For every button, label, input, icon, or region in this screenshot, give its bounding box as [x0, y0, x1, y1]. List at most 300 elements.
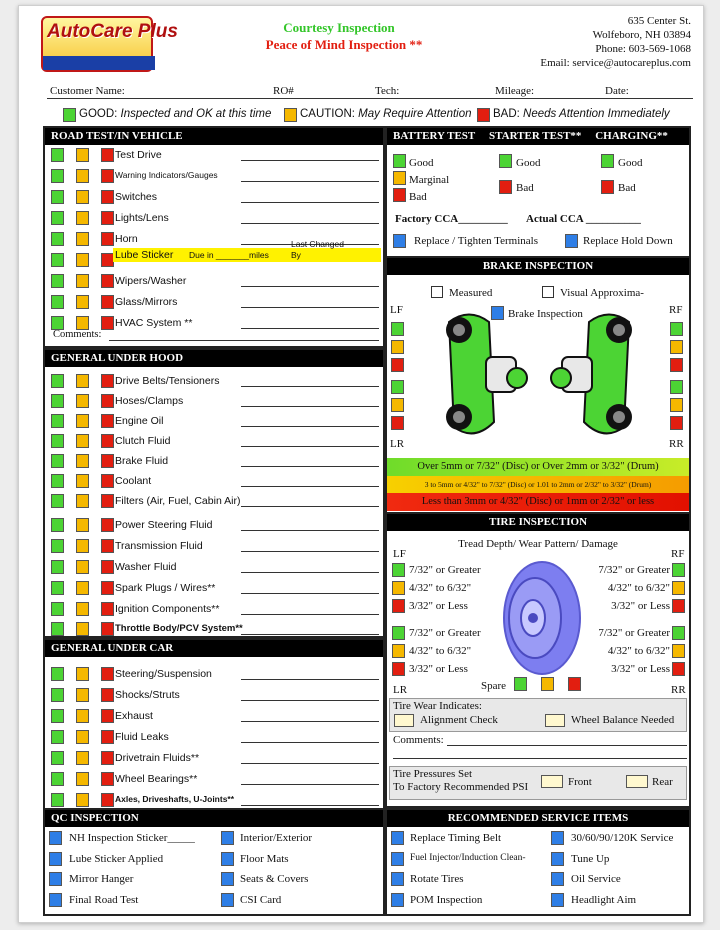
road-test-item-label: Warning Indicators/Gauges	[115, 170, 218, 180]
under-car-item-label: Axles, Driveshafts, U-Joints**	[115, 794, 235, 804]
recommended-right-item-2-box[interactable]	[551, 872, 564, 886]
under-hood-item-10-caution[interactable]	[76, 581, 89, 595]
under-hood-item-note-line[interactable]	[241, 572, 379, 573]
qc-left-item-label: NH Inspection Sticker_____	[69, 832, 195, 844]
under-hood-item-note-line[interactable]	[241, 634, 379, 635]
rear-pressure-box[interactable]	[626, 775, 648, 788]
under-hood-item-3-caution[interactable]	[76, 434, 89, 448]
starter-good-label: Good	[516, 157, 541, 169]
logo	[41, 16, 178, 72]
qc-right-item-label: Seats & Covers	[240, 873, 309, 885]
charging-title: CHARGING**	[595, 130, 668, 142]
road-test-item-label: Glass/Mirrors	[115, 296, 178, 308]
road-test-comments-label: Comments:	[53, 329, 102, 340]
recommended-right-item-0-box[interactable]	[551, 831, 564, 845]
tire-rf: RF	[671, 548, 685, 560]
under-car-item-0-caution[interactable]	[76, 667, 89, 681]
customer-field-line[interactable]	[47, 98, 693, 99]
recommended-right-item-label: Headlight Aim	[571, 894, 637, 906]
tire-left-good-label: 7/32" or Greater	[409, 564, 481, 576]
road-test-item-note-line[interactable]	[241, 181, 379, 182]
under-car-item-note-line[interactable]	[241, 763, 379, 764]
under-hood-header: GENERAL UNDER HOOD	[45, 350, 383, 367]
brake-right-box-5[interactable]	[670, 416, 683, 430]
tire-front-right-bad-box[interactable]	[672, 599, 685, 613]
brake-band-yellow: 3 to 5mm or 4/32" to 7/32" (Disc) or 1.01 to 2mm or 2/32" to 3/32" (Drum)	[387, 476, 689, 493]
under-car-item-6-good[interactable]	[51, 793, 64, 807]
under-car-item-note-line[interactable]	[241, 700, 379, 701]
rear-pressure-label: Rear	[652, 776, 673, 788]
recommended-left-item-1-box[interactable]	[391, 852, 404, 866]
under-hood-item-note-line[interactable]	[241, 593, 379, 594]
lube-last-changed: Last Changed	[291, 239, 344, 249]
tire-wear-title: Tire Wear Indicates:	[393, 700, 482, 712]
brake-right-box-1[interactable]	[670, 340, 683, 354]
tire-front-left-bad-box[interactable]	[392, 599, 405, 613]
road-test-item-3-caution[interactable]	[76, 211, 89, 225]
under-hood-item-label: Spark Plugs / Wires**	[115, 582, 216, 594]
road-test-item-8-good[interactable]	[51, 316, 64, 330]
under-hood-item-0-bad[interactable]	[101, 374, 114, 388]
measured-label: Measured	[449, 287, 493, 299]
under-hood-item-note-line[interactable]	[241, 466, 379, 467]
tire-right-caution-label: 4/32" to 6/32"	[607, 582, 670, 594]
recommended-left-item-label: Replace Timing Belt	[410, 832, 502, 844]
brake-left-box-0[interactable]	[391, 322, 404, 336]
tire-rear-left-caution-box[interactable]	[392, 644, 405, 658]
measured-checkbox[interactable]	[431, 286, 443, 298]
front-pressure-box[interactable]	[541, 775, 563, 788]
under-hood-item-5-caution[interactable]	[76, 474, 89, 488]
under-hood-item-5-good[interactable]	[51, 474, 64, 488]
visual-checkbox[interactable]	[542, 286, 554, 298]
under-hood-item-label: Throttle Body/PCV System**	[115, 623, 243, 634]
tire-illustration	[499, 558, 585, 678]
legend-bad	[493, 108, 670, 120]
wheel-balance-box[interactable]	[545, 714, 565, 727]
brake-band-red: Less than 3mm or 4/32" (Disc) or 1mm or 2/32" or less	[387, 493, 689, 511]
recommended-right-item-label: 30/60/90/120K Service	[571, 832, 674, 844]
road-test-item-4-good[interactable]	[51, 232, 64, 246]
road-test-item-6-bad[interactable]	[101, 274, 114, 288]
legend-caution	[300, 108, 472, 120]
battery-bad-box[interactable]	[393, 188, 406, 202]
right-brake-caliper	[551, 315, 632, 434]
under-hood-item-7-bad[interactable]	[101, 518, 114, 532]
under-hood-item-4-caution[interactable]	[76, 454, 89, 468]
brake-lf: LF	[390, 304, 403, 316]
legend-bad-swatch	[477, 108, 490, 122]
under-hood-item-4-bad[interactable]	[101, 454, 114, 468]
tire-pressure-line2: To Factory Recommended PSI	[393, 781, 529, 793]
tire-comments-line-1[interactable]	[447, 745, 687, 746]
battery-header	[387, 128, 689, 145]
email: Email: service@autocareplus.com	[540, 57, 691, 69]
tire-front-right-good-box[interactable]	[672, 563, 685, 577]
under-hood-item-note-line[interactable]	[241, 614, 379, 615]
tire-rear-right-caution-box[interactable]	[672, 644, 685, 658]
under-hood-item-label: Hoses/Clamps	[115, 395, 184, 407]
replace-hold-box[interactable]	[565, 234, 578, 248]
brake-right-box-2[interactable]	[670, 358, 683, 372]
tire-left-caution-label: 4/32" to 6/32"	[409, 645, 472, 657]
under-hood-item-12-bad[interactable]	[101, 622, 114, 636]
tire-header: TIRE INSPECTION	[387, 514, 689, 531]
under-car-item-label: Drivetrain Fluids**	[115, 752, 200, 764]
road-test-item-label: Wipers/Washer	[115, 275, 187, 287]
under-hood-item-note-line[interactable]	[241, 386, 379, 387]
under-hood-item-label: Coolant	[115, 475, 152, 487]
qc-right-item-3-box[interactable]	[221, 893, 234, 907]
tire-rear-right-bad-box[interactable]	[672, 662, 685, 676]
under-hood-item-8-good[interactable]	[51, 539, 64, 553]
tire-comments-line-2[interactable]	[393, 758, 687, 759]
under-hood-item-1-bad[interactable]	[101, 394, 114, 408]
under-car-item-note-line[interactable]	[241, 784, 379, 785]
road-test-item-label: Horn	[115, 233, 138, 245]
brake-wheels-illustration	[414, 302, 664, 452]
road-test-item-2-good[interactable]	[51, 190, 64, 204]
under-hood-item-label: Clutch Fluid	[115, 435, 171, 447]
lube-due-in: Due in _______miles	[189, 250, 269, 260]
under-car-item-0-good[interactable]	[51, 667, 64, 681]
qc-left-item-label: Mirror Hanger	[69, 873, 134, 885]
brake-right-box-4[interactable]	[670, 398, 683, 412]
road-test-item-note-line[interactable]	[241, 160, 379, 161]
qc-left-item-label: Lube Sticker Applied	[69, 853, 164, 865]
starter-good-box[interactable]	[499, 154, 512, 168]
tire-rear-left-good-box[interactable]	[392, 626, 405, 640]
road-test-item-8-bad[interactable]	[101, 316, 114, 330]
road-test-item-7-good[interactable]	[51, 295, 64, 309]
under-hood-item-note-line[interactable]	[241, 530, 379, 531]
brake-left-box-2[interactable]	[391, 358, 404, 372]
wheel-balance-label: Wheel Balance Needed	[571, 714, 675, 726]
charging-bad-box[interactable]	[601, 180, 614, 194]
under-hood-item-7-caution[interactable]	[76, 518, 89, 532]
starter-test-title: STARTER TEST**	[489, 130, 582, 142]
recommended-left-item-label: Fuel Injector/Induction Clean-	[410, 853, 526, 863]
road-test-item-7-caution[interactable]	[76, 295, 89, 309]
logo-text: AutoCare Plus	[47, 21, 178, 42]
under-hood-item-11-bad[interactable]	[101, 602, 114, 616]
road-test-item-note-line[interactable]	[241, 202, 379, 203]
road-test-item-note-line[interactable]	[241, 328, 379, 329]
brake-right-box-0[interactable]	[670, 322, 683, 336]
under-hood-item-note-line[interactable]	[241, 426, 379, 427]
under-hood-item-note-line[interactable]	[241, 551, 379, 552]
tire-left-bad-label: 3/32" or Less	[409, 663, 468, 675]
tire-right-good-label: 7/32" or Greater	[598, 627, 670, 639]
recommended-left-item-label: Rotate Tires	[410, 873, 464, 885]
legend-caution-swatch	[284, 108, 297, 122]
front-pressure-label: Front	[568, 776, 592, 788]
form-title: Courtesy Inspection	[283, 20, 395, 35]
road-test-header: ROAD TEST/IN VEHICLE	[45, 128, 383, 145]
brake-left-box-4[interactable]	[391, 398, 404, 412]
city: Wolfeboro, NH 03894	[592, 29, 691, 41]
customer-name-label: Customer Name:	[50, 85, 125, 97]
recommended-left-item-2-box[interactable]	[391, 872, 404, 886]
road-test-item-note-line[interactable]	[241, 223, 379, 224]
tire-lr: LR	[393, 684, 408, 696]
tire-rear-left-bad-box[interactable]	[392, 662, 405, 676]
recommended-left-item-label: POM Inspection	[410, 894, 483, 906]
under-car-item-1-caution[interactable]	[76, 688, 89, 702]
qc-right-item-label: Interior/Exterior	[240, 832, 313, 844]
under-car-item-1-good[interactable]	[51, 688, 64, 702]
under-car-item-1-bad[interactable]	[101, 688, 114, 702]
lube-sticker-label: Lube Sticker	[115, 249, 174, 261]
spare-good-box[interactable]	[514, 677, 527, 691]
legend-good-swatch	[63, 108, 76, 122]
tire-left-bad-label: 3/32" or Less	[409, 600, 468, 612]
under-hood-item-12-caution[interactable]	[76, 622, 89, 636]
under-car-item-label: Steering/Suspension	[115, 668, 212, 680]
qc-right-item-0-box[interactable]	[221, 831, 234, 845]
brake-left-box-3[interactable]	[391, 380, 404, 394]
road-test-item-5-good[interactable]	[51, 253, 64, 267]
road-test-item-label: Test Drive	[115, 149, 162, 161]
qc-header: QC INSPECTION	[45, 810, 383, 827]
under-hood-item-9-caution[interactable]	[76, 560, 89, 574]
under-hood-item-6-bad[interactable]	[101, 494, 114, 508]
recommended-right-item-1-box[interactable]	[551, 852, 564, 866]
qc-right-item-label: Floor Mats	[240, 853, 289, 865]
qc-left-item-2-box[interactable]	[49, 872, 62, 886]
under-car-item-note-line[interactable]	[241, 805, 379, 806]
road-test-item-2-caution[interactable]	[76, 190, 89, 204]
under-car-item-3-good[interactable]	[51, 730, 64, 744]
under-hood-item-9-bad[interactable]	[101, 560, 114, 574]
under-hood-item-1-good[interactable]	[51, 394, 64, 408]
battery-marginal-box[interactable]	[393, 171, 406, 185]
left-brake-caliper	[446, 315, 527, 434]
under-car-item-5-bad[interactable]	[101, 772, 114, 786]
under-hood-item-2-caution[interactable]	[76, 414, 89, 428]
alignment-check-box[interactable]	[394, 714, 414, 727]
road-test-item-label: HVAC System **	[115, 317, 193, 329]
under-car-item-2-bad[interactable]	[101, 709, 114, 723]
road-test-item-label: Lights/Lens	[115, 212, 169, 224]
replace-terminals-box[interactable]	[393, 234, 406, 248]
road-test-item-0-bad[interactable]	[101, 148, 114, 162]
brake-left-box-5[interactable]	[391, 416, 404, 430]
under-car-item-note-line[interactable]	[241, 721, 379, 722]
under-hood-item-10-good[interactable]	[51, 581, 64, 595]
under-hood-panel	[43, 348, 385, 638]
phone: Phone: 603-569-1068	[595, 43, 691, 55]
under-hood-item-10-bad[interactable]	[101, 581, 114, 595]
under-car-item-5-good[interactable]	[51, 772, 64, 786]
road-test-item-4-bad[interactable]	[101, 232, 114, 246]
qc-left-item-label: Final Road Test	[69, 894, 139, 906]
under-hood-item-9-good[interactable]	[51, 560, 64, 574]
inspection-form	[18, 5, 704, 923]
road-test-item-6-caution[interactable]	[76, 274, 89, 288]
recommended-right-item-3-box[interactable]	[551, 893, 564, 907]
road-test-item-8-caution[interactable]	[76, 316, 89, 330]
road-test-item-7-bad[interactable]	[101, 295, 114, 309]
under-hood-item-note-line[interactable]	[241, 486, 379, 487]
under-car-item-0-bad[interactable]	[101, 667, 114, 681]
legend-good	[79, 108, 271, 120]
under-hood-item-label: Brake Fluid	[115, 455, 169, 467]
qc-right-item-1-box[interactable]	[221, 852, 234, 866]
recommended-right-item-label: Oil Service	[571, 873, 621, 885]
under-hood-item-label: Ignition Components**	[115, 603, 220, 615]
battery-good-box[interactable]	[393, 154, 406, 168]
road-test-item-2-bad[interactable]	[101, 190, 114, 204]
under-hood-item-11-good[interactable]	[51, 602, 64, 616]
road-test-item-note-line[interactable]	[241, 286, 379, 287]
starter-bad-box[interactable]	[499, 180, 512, 194]
spare-caution-box[interactable]	[541, 677, 554, 691]
brake-rf: RF	[669, 304, 683, 316]
under-hood-item-2-good[interactable]	[51, 414, 64, 428]
lube-by: By	[291, 250, 301, 260]
under-car-item-5-caution[interactable]	[76, 772, 89, 786]
under-hood-item-label: Transmission Fluid	[115, 540, 203, 552]
under-hood-item-8-bad[interactable]	[101, 539, 114, 553]
under-hood-item-0-good[interactable]	[51, 374, 64, 388]
starter-bad-label: Bad	[516, 182, 534, 194]
under-hood-item-6-caution[interactable]	[76, 494, 89, 508]
qc-right-item-2-box[interactable]	[221, 872, 234, 886]
tire-right-bad-label: 3/32" or Less	[611, 600, 670, 612]
road-test-item-0-good[interactable]	[51, 148, 64, 162]
brake-lr: LR	[390, 438, 405, 450]
under-car-item-2-caution[interactable]	[76, 709, 89, 723]
under-car-item-6-bad[interactable]	[101, 793, 114, 807]
tire-left-good-label: 7/32" or Greater	[409, 627, 481, 639]
form-subtitle: Peace of Mind Inspection **	[265, 37, 423, 52]
recommended-header: RECOMMENDED SERVICE ITEMS	[387, 810, 689, 827]
under-hood-item-1-caution[interactable]	[76, 394, 89, 408]
road-test-item-3-good[interactable]	[51, 211, 64, 225]
under-car-item-label: Wheel Bearings**	[115, 773, 198, 785]
under-hood-item-11-caution[interactable]	[76, 602, 89, 616]
tire-pressure-line1: Tire Pressures Set	[393, 768, 473, 780]
qc-left-item-0-box[interactable]	[49, 831, 62, 845]
under-hood-item-6-good[interactable]	[51, 494, 64, 508]
under-car-item-4-good[interactable]	[51, 751, 64, 765]
road-test-item-4-caution[interactable]	[76, 232, 89, 246]
under-hood-item-label: Filters (Air, Fuel, Cabin Air)	[115, 495, 241, 507]
under-hood-item-2-bad[interactable]	[101, 414, 114, 428]
under-hood-item-3-bad[interactable]	[101, 434, 114, 448]
address: 635 Center St.	[627, 15, 691, 27]
tire-rr: RR	[671, 684, 686, 696]
road-test-item-label: Switches	[115, 191, 158, 203]
under-hood-item-note-line[interactable]	[241, 446, 379, 447]
alignment-check-label: Alignment Check	[420, 714, 498, 726]
under-hood-item-label: Washer Fluid	[115, 561, 177, 573]
tech-label: Tech:	[375, 85, 400, 97]
under-hood-item-note-line[interactable]	[241, 506, 379, 507]
under-car-item-3-caution[interactable]	[76, 730, 89, 744]
under-hood-item-12-good[interactable]	[51, 622, 64, 636]
battery-bad-label: Bad	[409, 191, 427, 203]
under-hood-item-note-line[interactable]	[241, 406, 379, 407]
qc-left-item-3-box[interactable]	[49, 893, 62, 907]
under-car-item-label: Fluid Leaks	[115, 731, 169, 743]
road-test-item-note-line[interactable]	[241, 307, 379, 308]
under-hood-item-label: Drive Belts/Tensioners	[115, 375, 220, 387]
ro-label: RO#	[273, 85, 294, 97]
under-car-item-4-bad[interactable]	[101, 751, 114, 765]
recommended-left-item-3-box[interactable]	[391, 893, 404, 907]
under-hood-item-5-bad[interactable]	[101, 474, 114, 488]
road-test-item-1-good[interactable]	[51, 169, 64, 183]
spare-label: Spare	[481, 680, 507, 692]
spare-bad-box[interactable]	[568, 677, 581, 691]
legend-good-label: GOOD:	[79, 108, 118, 120]
brake-band-green: Over 5mm or 7/32" (Disc) or Over 2mm or 3/32" (Drum)	[387, 458, 689, 476]
recommended-right-item-label: Tune Up	[571, 853, 610, 865]
road-test-item-0-caution[interactable]	[76, 148, 89, 162]
recommended-left-item-0-box[interactable]	[391, 831, 404, 845]
road-test-item-3-bad[interactable]	[101, 211, 114, 225]
under-car-item-note-line[interactable]	[241, 742, 379, 743]
tire-front-right-caution-box[interactable]	[672, 581, 685, 595]
road-test-comments-line[interactable]	[109, 340, 379, 341]
under-car-item-label: Shocks/Struts	[115, 689, 180, 701]
qc-right-item-label: CSI Card	[240, 894, 282, 906]
under-hood-item-3-good[interactable]	[51, 434, 64, 448]
under-hood-item-label: Power Steering Fluid	[115, 519, 213, 531]
under-car-item-3-bad[interactable]	[101, 730, 114, 744]
charging-good-label: Good	[618, 157, 643, 169]
under-car-item-2-good[interactable]	[51, 709, 64, 723]
road-test-item-1-caution[interactable]	[76, 169, 89, 183]
charging-good-box[interactable]	[601, 154, 614, 168]
tire-comments-label: Comments:	[393, 734, 444, 746]
visual-label: Visual Approxima-	[560, 287, 644, 299]
qc-left-item-1-box[interactable]	[49, 852, 62, 866]
road-test-item-6-good[interactable]	[51, 274, 64, 288]
under-car-item-6-caution[interactable]	[76, 793, 89, 807]
under-hood-item-4-good[interactable]	[51, 454, 64, 468]
replace-terminals-label: Replace / Tighten Terminals	[414, 235, 538, 247]
road-test-item-5-caution[interactable]	[76, 253, 89, 267]
under-hood-item-8-caution[interactable]	[76, 539, 89, 553]
road-test-item-1-bad[interactable]	[101, 169, 114, 183]
date-label: Date:	[605, 85, 629, 97]
tire-right-good-label: 7/32" or Greater	[598, 564, 670, 576]
legend-bad-label: BAD:	[493, 108, 520, 120]
under-car-item-4-caution[interactable]	[76, 751, 89, 765]
under-hood-item-0-caution[interactable]	[76, 374, 89, 388]
legend-caution-label: CAUTION:	[300, 108, 355, 120]
tire-front-left-good-box[interactable]	[392, 563, 405, 577]
mileage-label: Mileage:	[495, 85, 535, 97]
under-car-item-note-line[interactable]	[241, 679, 379, 680]
brake-header: BRAKE INSPECTION	[387, 258, 689, 275]
under-hood-item-7-good[interactable]	[51, 518, 64, 532]
tire-right-bad-label: 3/32" or Less	[611, 663, 670, 675]
tire-front-left-caution-box[interactable]	[392, 581, 405, 595]
charging-bad-label: Bad	[618, 182, 636, 194]
legend-caution-text: May Require Attention	[358, 108, 472, 120]
brake-left-box-1[interactable]	[391, 340, 404, 354]
battery-marginal-label: Marginal	[409, 174, 450, 186]
brake-rr: RR	[669, 438, 684, 450]
brake-right-box-3[interactable]	[670, 380, 683, 394]
factory-cca: Factory CCA_________	[395, 213, 508, 225]
battery-test-title: BATTERY TEST	[393, 130, 476, 142]
tire-rear-right-good-box[interactable]	[672, 626, 685, 640]
